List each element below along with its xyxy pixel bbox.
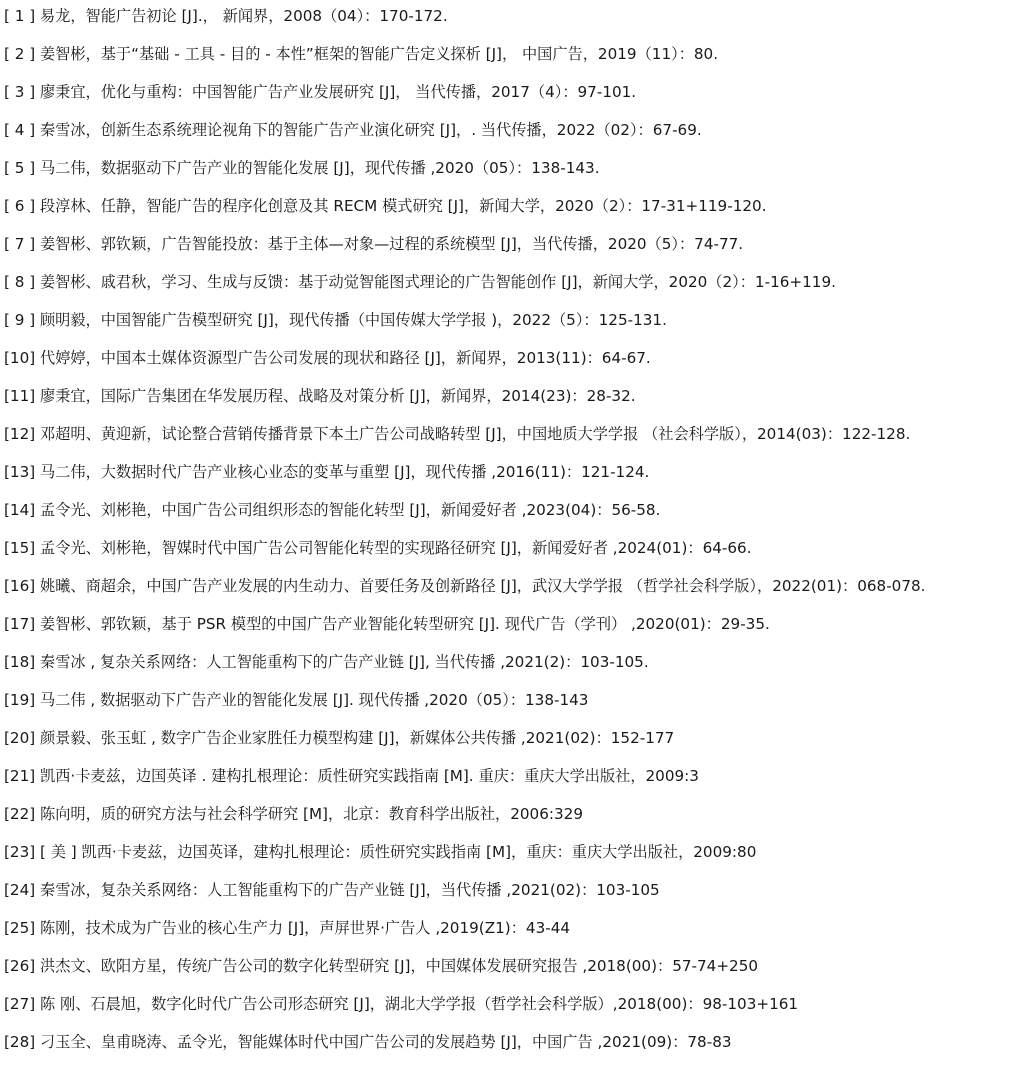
reference-text: [ 6 ] 段淳林、任静，智能广告的程序化创意及其 RECM 模式研究 [J]，新闻大学，2020（2）：17-31+119-120.	[4, 197, 767, 215]
reference-entry	[4, 384, 1018, 422]
reference-entry	[4, 802, 1018, 840]
reference-entry	[4, 992, 1018, 1030]
reference-text: [ 3 ] 廖秉宜，优化与重构：中国智能广告产业发展研究 [J]， 当代传播，2017（4）：97-101.	[4, 83, 637, 101]
reference-entry	[4, 612, 1018, 650]
reference-text: [14] 孟令光、刘彬艳，中国广告公司组织形态的智能化转型 [J]，新闻爱好者 ,2023(04)：56-58.	[4, 501, 661, 519]
reference-text: [ 8 ] 姜智彬、戚君秋，学习、生成与反馈：基于动觉智能图式理论的广告智能创作 [J]，新闻大学，2020（2）：1-16+119.	[4, 273, 836, 291]
reference-entry	[4, 80, 1018, 118]
reference-text: [13] 马二伟，大数据时代广告产业核心业态的变革与重塑 [J]，现代传播 ,2016(11)：121-124.	[4, 463, 650, 481]
reference-entry	[4, 42, 1018, 80]
reference-text: [ 5 ] 马二伟，数据驱动下广告产业的智能化发展 [J]，现代传播 ,2020（05）：138-143.	[4, 159, 600, 177]
reference-entry	[4, 460, 1018, 498]
reference-text: [12] 邓超明、黄迎新，试论整合营销传播背景下本土广告公司战略转型 [J]，中国地质大学学报 （社会科学版），2014(03)：122-128.	[4, 425, 911, 443]
reference-text: [ 7 ] 姜智彬、郭钦颖，广告智能投放：基于主体—对象—过程的系统模型 [J]，当代传播，2020（5）：74-77.	[4, 235, 744, 253]
reference-text: [18] 秦雪冰 , 复杂关系网络：人工智能重构下的广告产业链 [J], 当代传播 ,2021(2)：103-105.	[4, 653, 649, 671]
reference-list	[4, 4, 1018, 1068]
reference-entry	[4, 422, 1018, 460]
reference-text: [23] [ 美 ] 凯西·卡麦兹，边国英译，建构扎根理论：质性研究实践指南 [M]，重庆：重庆大学出版社，2009:80	[4, 843, 757, 861]
reference-text: [25] 陈刚，技术成为广告业的核心生产力 [J]，声屏世界·广告人 ,2019(Z1)：43-44	[4, 919, 571, 937]
reference-text: [19] 马二伟 , 数据驱动下广告产业的智能化发展 [J]. 现代传播 ,2020（05）：138-143	[4, 691, 589, 709]
reference-entry	[4, 764, 1018, 802]
reference-text: [ 4 ] 秦雪冰，创新生态系统理论视角下的智能广告产业演化研究 [J]，. 当代传播，2022（02）：67-69.	[4, 121, 702, 139]
reference-entry	[4, 574, 1018, 612]
reference-text: [17] 姜智彬、郭钦颖，基于 PSR 模型的中国广告产业智能化转型研究 [J]. 现代广告（学刊） ,2020(01)：29-35.	[4, 615, 770, 633]
reference-entry	[4, 118, 1018, 156]
reference-entry	[4, 270, 1018, 308]
reference-text: [22] 陈向明，质的研究方法与社会科学研究 [M]，北京：教育科学出版社，2006:329	[4, 805, 583, 823]
reference-text: [27] 陈 刚、石晨旭，数字化时代广告公司形态研究 [J]，湖北大学学报（哲学社会科学版）,2018(00)：98-103+161	[4, 995, 799, 1013]
reference-text: [ 1 ] 易龙，智能广告初论 [J].， 新闻界，2008（04）：170-172.	[4, 7, 448, 25]
reference-entry	[4, 346, 1018, 384]
reference-text: [15] 孟令光、刘彬艳，智媒时代中国广告公司智能化转型的实现路径研究 [J]，新闻爱好者 ,2024(01)：64-66.	[4, 539, 752, 557]
reference-text: [ 2 ] 姜智彬，基于“基础 - 工具 - 目的 - 本性”框架的智能广告定义探析 [J]， 中国广告，2019（11）：80.	[4, 45, 719, 63]
reference-entry	[4, 688, 1018, 726]
reference-text: [21] 凯西·卡麦兹，边国英译 . 建构扎根理论：质性研究实践指南 [M]. 重庆：重庆大学出版社，2009:3	[4, 767, 699, 785]
reference-entry	[4, 156, 1018, 194]
reference-entry	[4, 1030, 1018, 1068]
reference-entry	[4, 916, 1018, 954]
reference-text: [24] 秦雪冰，复杂关系网络：人工智能重构下的广告产业链 [J]，当代传播 ,2021(02)：103-105	[4, 881, 660, 899]
reference-entry	[4, 232, 1018, 270]
reference-text: [ 9 ] 顾明毅，中国智能广告模型研究 [J]，现代传播（中国传媒大学学报 )，2022（5）：125-131.	[4, 311, 667, 329]
reference-entry	[4, 4, 1018, 42]
reference-entry	[4, 954, 1018, 992]
reference-text: [20] 颜景毅、张玉虹 , 数字广告企业家胜任力模型构建 [J]，新媒体公共传播 ,2021(02)：152-177	[4, 729, 675, 747]
reference-entry	[4, 308, 1018, 346]
reference-text: [26] 洪杰文、欧阳方星，传统广告公司的数字化转型研究 [J]，中国媒体发展研究报告 ,2018(00)：57-74+250	[4, 957, 759, 975]
reference-entry	[4, 498, 1018, 536]
reference-entry	[4, 194, 1018, 232]
reference-entry	[4, 536, 1018, 574]
reference-text: [11] 廖秉宜，国际广告集团在华发展历程、战略及对策分析 [J]，新闻界，2014(23)：28-32.	[4, 387, 636, 405]
reference-entry	[4, 726, 1018, 764]
reference-entry	[4, 650, 1018, 688]
reference-entry	[4, 840, 1018, 878]
reference-entry	[4, 878, 1018, 916]
reference-text: [10] 代婷婷，中国本土媒体资源型广告公司发展的现状和路径 [J]，新闻界，2013(11)：64-67.	[4, 349, 651, 367]
reference-text: [16] 姚曦、商超余，中国广告产业发展的内生动力、首要任务及创新路径 [J]，武汉大学学报 （哲学社会科学版），2022(01)：068-078.	[4, 577, 926, 595]
reference-text: [28] 刁玉全、皇甫晓涛、孟令光，智能媒体时代中国广告公司的发展趋势 [J]，中国广告 ,2021(09)：78-83	[4, 1033, 732, 1051]
